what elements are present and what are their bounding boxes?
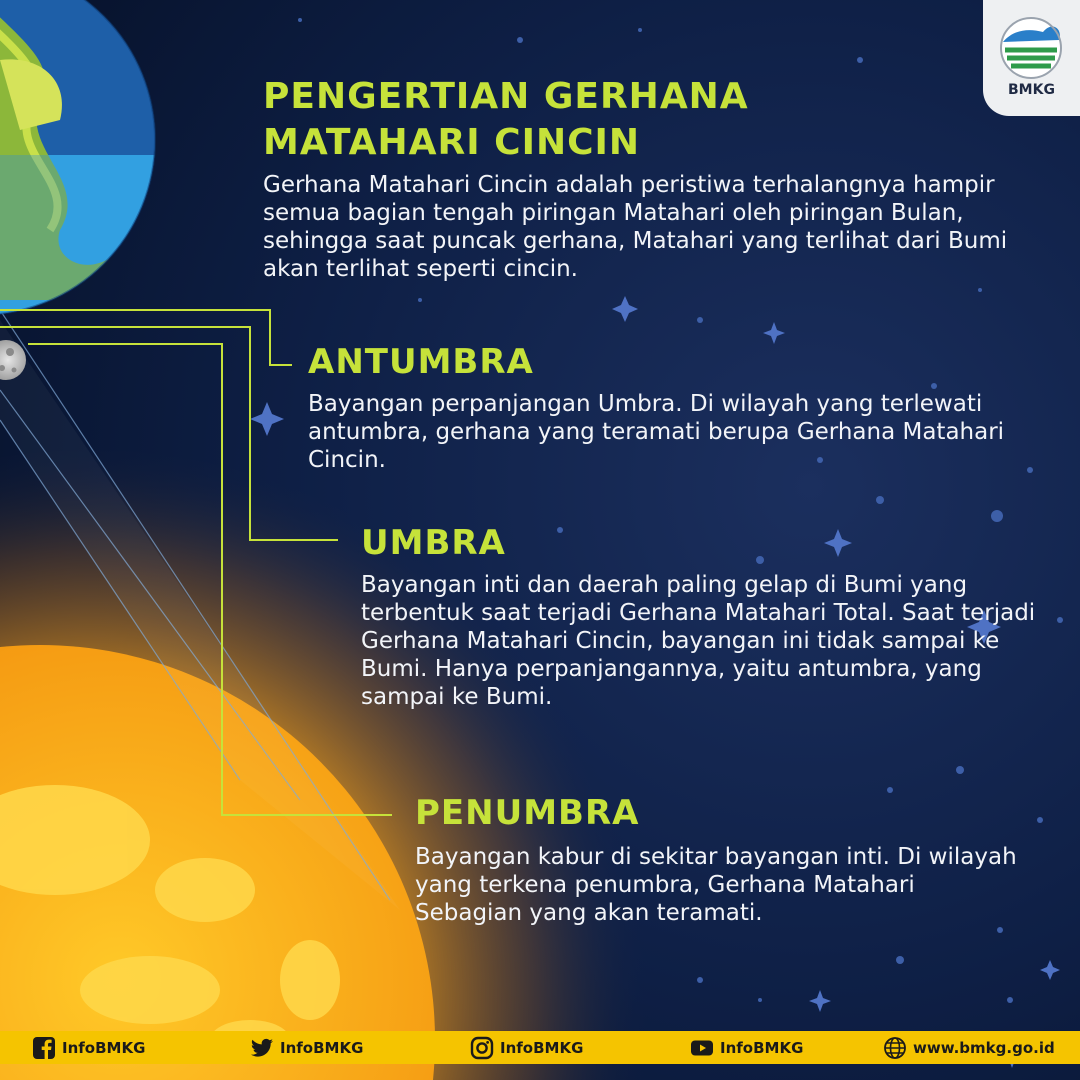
instagram-handle: InfoBMKG [500, 1038, 584, 1057]
twitter-handle: InfoBMKG [280, 1038, 364, 1057]
youtube-icon [690, 1036, 714, 1060]
facebook-handle: InfoBMKG [62, 1038, 146, 1057]
website-url: www.bmkg.go.id [913, 1038, 1055, 1057]
intro-text: Gerhana Matahari Cincin adalah peristiwa terhalangnya hampir semua bagian tengah piringan Matahari oleh piringan Bulan, sehingga saat puncak gerhana, Matahari yang terlihat dari Bumi akan terlihat seperti cincin. [263, 172, 1008, 282]
heading-umbra: UMBRA [361, 523, 506, 563]
title-line-1: PENGERTIAN GERHANA [263, 76, 749, 117]
antumbra-text: Bayangan perpanjangan Umbra. Di wilayah yang terlewati antumbra, gerhana yang teramati berupa Gerhana Matahari Cincin. [308, 391, 1005, 473]
page-title [263, 74, 963, 166]
bmkg-logo-icon [983, 0, 1080, 80]
globe-icon [883, 1036, 907, 1060]
heading-antumbra: ANTUMBRA [308, 342, 534, 382]
title-line-2: MATAHARI CINCIN [263, 122, 641, 163]
youtube-handle: InfoBMKG [720, 1038, 804, 1057]
bmkg-logo [983, 0, 1080, 116]
instagram-icon [470, 1036, 494, 1060]
footer-instagram[interactable] [470, 1031, 583, 1064]
footer-twitter[interactable] [250, 1031, 363, 1064]
twitter-icon [250, 1036, 274, 1060]
footer-youtube[interactable] [690, 1031, 803, 1064]
footer-website[interactable] [883, 1031, 1055, 1064]
umbra-text: Bayangan inti dan daerah paling gelap di Bumi yang terbentuk saat terjadi Gerhana Matahari Total. Saat terjadi Gerhana Matahari Cincin, bayangan ini tidak sampai ke Bumi. Hanya perpanjangannya, yaitu antumbra, yang sampai ke Bumi. [361, 572, 1036, 710]
footer-facebook[interactable] [32, 1031, 145, 1064]
facebook-icon [32, 1036, 56, 1060]
penumbra-text: Bayangan kabur di sekitar bayangan inti. Di wilayah yang terkena penumbra, Gerhana Matahari Sebagian yang akan teramati. [415, 844, 1017, 926]
logo-label: BMKG [1008, 82, 1055, 98]
footer-bar [0, 1031, 1080, 1064]
heading-penumbra: PENUMBRA [415, 793, 640, 833]
